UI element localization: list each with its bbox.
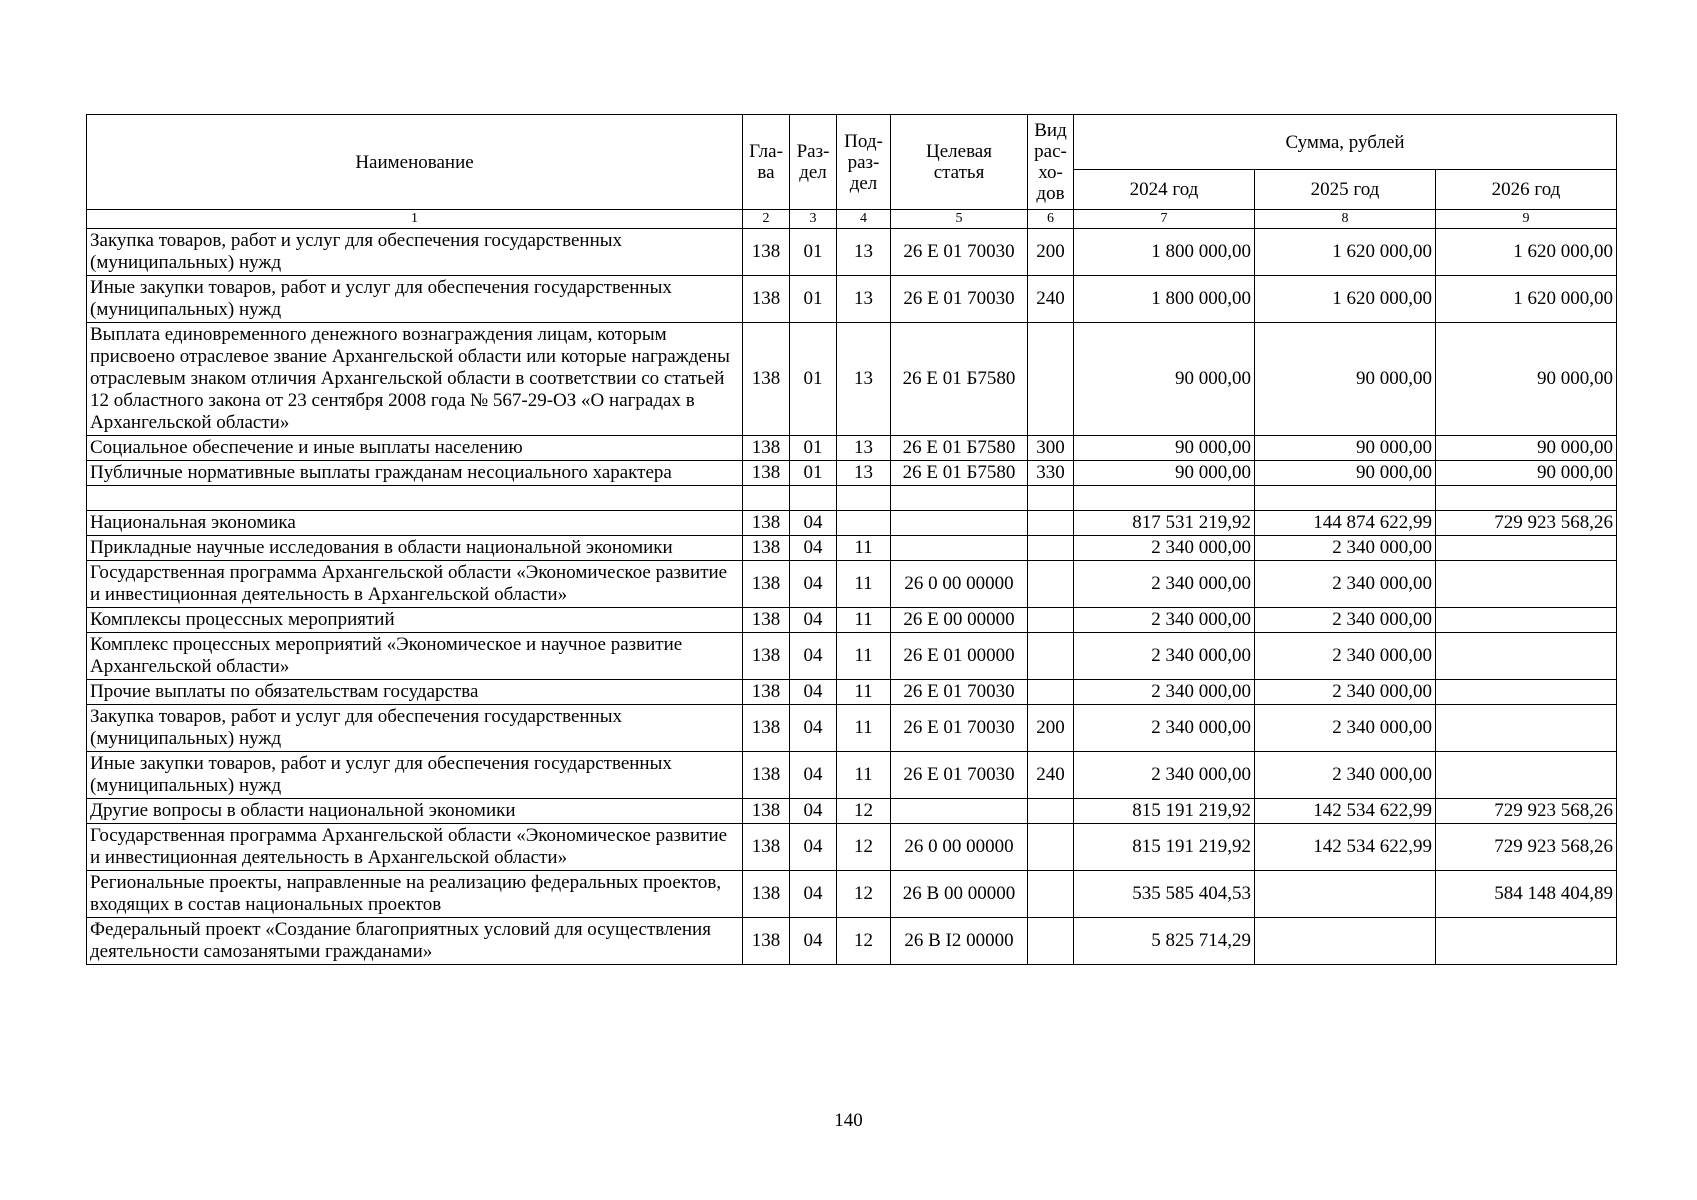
row-sum-2024: 2 340 000,00 bbox=[1074, 705, 1255, 752]
row-sum-2025 bbox=[1255, 918, 1436, 965]
row-vid-rashodov bbox=[1028, 633, 1074, 680]
row-celevaya-statya: 26 Е 01 Б7580 bbox=[891, 461, 1028, 486]
header-summa: Сумма, рублей bbox=[1074, 115, 1617, 170]
row-sum-2026: 90 000,00 bbox=[1436, 436, 1617, 461]
table-row bbox=[87, 752, 1617, 799]
header-razdel bbox=[790, 115, 837, 210]
table-row bbox=[87, 680, 1617, 705]
row-sum-2026 bbox=[1436, 561, 1617, 608]
table-row bbox=[87, 608, 1617, 633]
row-vid-rashodov bbox=[1028, 871, 1074, 918]
row-vid-rashodov bbox=[1028, 536, 1074, 561]
row-sum-2026: 1 620 000,00 bbox=[1436, 276, 1617, 323]
table-body bbox=[87, 229, 1617, 965]
row-vid-rashodov bbox=[1028, 608, 1074, 633]
row-vid-rashodov bbox=[1028, 824, 1074, 871]
row-sum-2026: 729 923 568,26 bbox=[1436, 824, 1617, 871]
row-glava: 138 bbox=[743, 511, 790, 536]
row-glava: 138 bbox=[743, 461, 790, 486]
row-glava: 138 bbox=[743, 436, 790, 461]
row-sum-2024: 2 340 000,00 bbox=[1074, 561, 1255, 608]
row-sum-2024 bbox=[1074, 486, 1255, 511]
col-number: 7 bbox=[1074, 210, 1255, 229]
table-row bbox=[87, 229, 1617, 276]
header-celevaya-text: Целевая статья bbox=[926, 141, 992, 183]
col-number: 2 bbox=[743, 210, 790, 229]
row-celevaya-statya: 26 Е 01 Б7580 bbox=[891, 436, 1028, 461]
row-glava: 138 bbox=[743, 799, 790, 824]
row-name: Федеральный проект «Создание благоприятных условий для осуществления деятельности самозанятыми гражданами» bbox=[87, 918, 743, 965]
row-glava: 138 bbox=[743, 752, 790, 799]
row-name: Социальное обеспечение и иные выплаты населению bbox=[87, 436, 743, 461]
row-razdel: 04 bbox=[790, 608, 837, 633]
row-sum-2025: 142 534 622,99 bbox=[1255, 799, 1436, 824]
row-name: Иные закупки товаров, работ и услуг для обеспечения государственных (муниципальных) нужд bbox=[87, 752, 743, 799]
table-row bbox=[87, 436, 1617, 461]
row-celevaya-statya: 26 Е 01 70030 bbox=[891, 276, 1028, 323]
row-sum-2024: 535 585 404,53 bbox=[1074, 871, 1255, 918]
row-vid-rashodov: 330 bbox=[1028, 461, 1074, 486]
row-sum-2024: 1 800 000,00 bbox=[1074, 276, 1255, 323]
row-glava: 138 bbox=[743, 824, 790, 871]
row-celevaya-statya: 26 Е 01 00000 bbox=[891, 633, 1028, 680]
row-razdel: 04 bbox=[790, 680, 837, 705]
row-sum-2025: 2 340 000,00 bbox=[1255, 633, 1436, 680]
row-sum-2026 bbox=[1436, 752, 1617, 799]
table-row bbox=[87, 561, 1617, 608]
row-glava: 138 bbox=[743, 680, 790, 705]
col-number: 3 bbox=[790, 210, 837, 229]
row-vid-rashodov bbox=[1028, 323, 1074, 436]
table-row bbox=[87, 323, 1617, 436]
row-podrazdel: 11 bbox=[837, 752, 891, 799]
row-sum-2024: 90 000,00 bbox=[1074, 436, 1255, 461]
row-sum-2024: 2 340 000,00 bbox=[1074, 608, 1255, 633]
row-razdel: 01 bbox=[790, 323, 837, 436]
row-celevaya-statya: 26 0 00 00000 bbox=[891, 824, 1028, 871]
row-sum-2025: 2 340 000,00 bbox=[1255, 752, 1436, 799]
col-number: 4 bbox=[837, 210, 891, 229]
row-glava: 138 bbox=[743, 608, 790, 633]
row-razdel: 04 bbox=[790, 561, 837, 608]
row-sum-2025: 2 340 000,00 bbox=[1255, 536, 1436, 561]
header-podrazdel bbox=[837, 115, 891, 210]
row-name: Региональные проекты, направленные на реализацию федеральных проектов, входящих в состав национальных проектов bbox=[87, 871, 743, 918]
row-name: Прочие выплаты по обязательствам государства bbox=[87, 680, 743, 705]
row-glava: 138 bbox=[743, 705, 790, 752]
row-celevaya-statya: 26 В 00 00000 bbox=[891, 871, 1028, 918]
row-celevaya-statya: 26 Е 01 70030 bbox=[891, 752, 1028, 799]
row-razdel bbox=[790, 486, 837, 511]
row-sum-2025: 2 340 000,00 bbox=[1255, 608, 1436, 633]
table-row bbox=[87, 461, 1617, 486]
row-sum-2024: 90 000,00 bbox=[1074, 323, 1255, 436]
row-podrazdel: 12 bbox=[837, 871, 891, 918]
row-sum-2024: 2 340 000,00 bbox=[1074, 633, 1255, 680]
row-sum-2024: 5 825 714,29 bbox=[1074, 918, 1255, 965]
row-vid-rashodov bbox=[1028, 511, 1074, 536]
row-name: Закупка товаров, работ и услуг для обеспечения государственных (муниципальных) нужд bbox=[87, 705, 743, 752]
row-sum-2025: 2 340 000,00 bbox=[1255, 680, 1436, 705]
header-year-2025: 2025 год bbox=[1255, 170, 1436, 210]
row-razdel: 04 bbox=[790, 871, 837, 918]
row-name: Выплата единовременного денежного вознаграждения лицам, которым присвоено отраслевое звание Архангельской области или которые награждены отраслевым знаком отличия Архангельской области в соответствии со статьей 12 областного закона от 23 сентября 2008 года № 567-29-ОЗ «О наградах в Архангельской области» bbox=[87, 323, 743, 436]
row-glava bbox=[743, 486, 790, 511]
table-row bbox=[87, 511, 1617, 536]
row-podrazdel: 11 bbox=[837, 633, 891, 680]
row-podrazdel: 11 bbox=[837, 608, 891, 633]
header-razdel-text: Раз- дел bbox=[796, 141, 830, 183]
row-vid-rashodov bbox=[1028, 918, 1074, 965]
header-name: Наименование bbox=[87, 115, 743, 210]
table-row bbox=[87, 799, 1617, 824]
row-razdel: 04 bbox=[790, 918, 837, 965]
row-podrazdel: 11 bbox=[837, 561, 891, 608]
row-sum-2024: 2 340 000,00 bbox=[1074, 680, 1255, 705]
row-name: Закупка товаров, работ и услуг для обеспечения государственных (муниципальных) нужд bbox=[87, 229, 743, 276]
row-sum-2025: 90 000,00 bbox=[1255, 461, 1436, 486]
header-vid-text: Вид рас- хо- дов bbox=[1034, 120, 1067, 204]
row-razdel: 04 bbox=[790, 705, 837, 752]
row-name: Другие вопросы в области национальной экономики bbox=[87, 799, 743, 824]
table-row bbox=[87, 633, 1617, 680]
row-celevaya-statya bbox=[891, 511, 1028, 536]
row-glava: 138 bbox=[743, 633, 790, 680]
table-row bbox=[87, 536, 1617, 561]
col-number: 5 bbox=[891, 210, 1028, 229]
row-glava: 138 bbox=[743, 561, 790, 608]
col-number: 1 bbox=[87, 210, 743, 229]
row-vid-rashodov bbox=[1028, 561, 1074, 608]
header-year-2026: 2026 год bbox=[1436, 170, 1617, 210]
row-vid-rashodov bbox=[1028, 486, 1074, 511]
header-year-2024: 2024 год bbox=[1074, 170, 1255, 210]
row-glava: 138 bbox=[743, 276, 790, 323]
row-razdel: 04 bbox=[790, 752, 837, 799]
row-razdel: 01 bbox=[790, 436, 837, 461]
row-name bbox=[87, 486, 743, 511]
row-podrazdel: 12 bbox=[837, 824, 891, 871]
row-sum-2025: 90 000,00 bbox=[1255, 323, 1436, 436]
row-sum-2025: 142 534 622,99 bbox=[1255, 824, 1436, 871]
row-sum-2024: 815 191 219,92 bbox=[1074, 799, 1255, 824]
row-glava: 138 bbox=[743, 229, 790, 276]
page-number: 140 bbox=[834, 1110, 863, 1131]
row-razdel: 04 bbox=[790, 536, 837, 561]
row-sum-2026 bbox=[1436, 633, 1617, 680]
row-razdel: 01 bbox=[790, 276, 837, 323]
row-vid-rashodov: 240 bbox=[1028, 276, 1074, 323]
row-vid-rashodov: 200 bbox=[1028, 229, 1074, 276]
table-row bbox=[87, 824, 1617, 871]
row-celevaya-statya: 26 0 00 00000 bbox=[891, 561, 1028, 608]
column-numbers-row bbox=[87, 210, 1617, 229]
row-vid-rashodov bbox=[1028, 799, 1074, 824]
row-podrazdel: 13 bbox=[837, 323, 891, 436]
row-podrazdel: 11 bbox=[837, 680, 891, 705]
row-sum-2025: 144 874 622,99 bbox=[1255, 511, 1436, 536]
row-celevaya-statya: 26 В I2 00000 bbox=[891, 918, 1028, 965]
row-celevaya-statya: 26 Е 00 00000 bbox=[891, 608, 1028, 633]
row-name: Комплексы процессных мероприятий bbox=[87, 608, 743, 633]
row-celevaya-statya: 26 Е 01 70030 bbox=[891, 229, 1028, 276]
row-sum-2025: 1 620 000,00 bbox=[1255, 229, 1436, 276]
row-podrazdel: 13 bbox=[837, 461, 891, 486]
row-vid-rashodov: 300 bbox=[1028, 436, 1074, 461]
row-sum-2025: 90 000,00 bbox=[1255, 436, 1436, 461]
col-number: 6 bbox=[1028, 210, 1074, 229]
row-sum-2026: 729 923 568,26 bbox=[1436, 799, 1617, 824]
row-celevaya-statya bbox=[891, 486, 1028, 511]
row-podrazdel: 13 bbox=[837, 276, 891, 323]
row-sum-2024: 2 340 000,00 bbox=[1074, 752, 1255, 799]
row-sum-2025 bbox=[1255, 871, 1436, 918]
row-name: Комплекс процессных мероприятий «Экономическое и научное развитие Архангельской области» bbox=[87, 633, 743, 680]
row-name: Публичные нормативные выплаты гражданам несоциального характера bbox=[87, 461, 743, 486]
row-podrazdel: 13 bbox=[837, 436, 891, 461]
header-glava-text: Гла- ва bbox=[749, 141, 783, 183]
row-sum-2024: 2 340 000,00 bbox=[1074, 536, 1255, 561]
row-sum-2024: 1 800 000,00 bbox=[1074, 229, 1255, 276]
row-podrazdel: 12 bbox=[837, 918, 891, 965]
row-glava: 138 bbox=[743, 323, 790, 436]
table-row bbox=[87, 918, 1617, 965]
row-sum-2026 bbox=[1436, 608, 1617, 633]
row-name: Государственная программа Архангельской области «Экономическое развитие и инвестиционная деятельность в Архангельской области» bbox=[87, 824, 743, 871]
row-vid-rashodov: 240 bbox=[1028, 752, 1074, 799]
row-sum-2026 bbox=[1436, 705, 1617, 752]
row-sum-2026: 90 000,00 bbox=[1436, 323, 1617, 436]
row-celevaya-statya: 26 Е 01 70030 bbox=[891, 680, 1028, 705]
table-row bbox=[87, 276, 1617, 323]
row-vid-rashodov: 200 bbox=[1028, 705, 1074, 752]
row-name: Государственная программа Архангельской области «Экономическое развитие и инвестиционная деятельность в Архангельской области» bbox=[87, 561, 743, 608]
row-razdel: 01 bbox=[790, 461, 837, 486]
row-sum-2025: 2 340 000,00 bbox=[1255, 705, 1436, 752]
row-glava: 138 bbox=[743, 871, 790, 918]
row-sum-2026 bbox=[1436, 536, 1617, 561]
row-podrazdel: 12 bbox=[837, 799, 891, 824]
table-row bbox=[87, 705, 1617, 752]
row-razdel: 04 bbox=[790, 511, 837, 536]
col-number: 9 bbox=[1436, 210, 1617, 229]
table-row bbox=[87, 486, 1617, 511]
row-name: Иные закупки товаров, работ и услуг для обеспечения государственных (муниципальных) нужд bbox=[87, 276, 743, 323]
col-number: 8 bbox=[1255, 210, 1436, 229]
row-podrazdel: 11 bbox=[837, 536, 891, 561]
row-podrazdel bbox=[837, 486, 891, 511]
budget-table bbox=[86, 114, 1617, 965]
header-celevaya-statya bbox=[891, 115, 1028, 210]
row-name: Национальная экономика bbox=[87, 511, 743, 536]
row-sum-2025: 2 340 000,00 bbox=[1255, 561, 1436, 608]
row-sum-2026 bbox=[1436, 486, 1617, 511]
row-glava: 138 bbox=[743, 918, 790, 965]
row-celevaya-statya bbox=[891, 536, 1028, 561]
row-sum-2024: 817 531 219,92 bbox=[1074, 511, 1255, 536]
row-sum-2026 bbox=[1436, 680, 1617, 705]
row-sum-2026: 729 923 568,26 bbox=[1436, 511, 1617, 536]
row-sum-2024: 815 191 219,92 bbox=[1074, 824, 1255, 871]
row-sum-2025 bbox=[1255, 486, 1436, 511]
row-razdel: 04 bbox=[790, 633, 837, 680]
row-name: Прикладные научные исследования в области национальной экономики bbox=[87, 536, 743, 561]
row-celevaya-statya bbox=[891, 799, 1028, 824]
row-glava: 138 bbox=[743, 536, 790, 561]
row-podrazdel bbox=[837, 511, 891, 536]
row-sum-2026: 584 148 404,89 bbox=[1436, 871, 1617, 918]
row-sum-2026 bbox=[1436, 918, 1617, 965]
row-vid-rashodov bbox=[1028, 680, 1074, 705]
row-sum-2026: 1 620 000,00 bbox=[1436, 229, 1617, 276]
row-sum-2025: 1 620 000,00 bbox=[1255, 276, 1436, 323]
table-row bbox=[87, 871, 1617, 918]
row-razdel: 04 bbox=[790, 824, 837, 871]
row-podrazdel: 13 bbox=[837, 229, 891, 276]
header-glava bbox=[743, 115, 790, 210]
row-podrazdel: 11 bbox=[837, 705, 891, 752]
row-razdel: 01 bbox=[790, 229, 837, 276]
row-sum-2026: 90 000,00 bbox=[1436, 461, 1617, 486]
row-celevaya-statya: 26 Е 01 70030 bbox=[891, 705, 1028, 752]
row-razdel: 04 bbox=[790, 799, 837, 824]
header-podrazdel-text: Под- раз- дел bbox=[844, 130, 883, 194]
row-sum-2024: 90 000,00 bbox=[1074, 461, 1255, 486]
header-vid-rashodov bbox=[1028, 115, 1074, 210]
row-celevaya-statya: 26 Е 01 Б7580 bbox=[891, 323, 1028, 436]
